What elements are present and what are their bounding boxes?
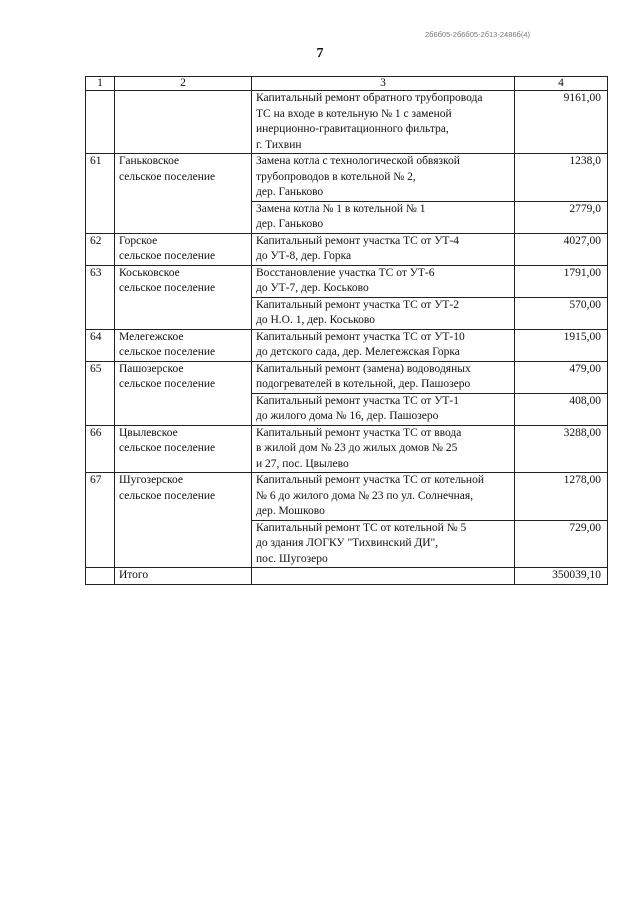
row-number: 64	[86, 329, 115, 361]
total-row	[86, 568, 608, 585]
table-row	[86, 91, 608, 154]
amount-cell: 3288,00	[515, 425, 608, 473]
description-line: Капитальный ремонт участка ТС от УТ-10	[256, 330, 465, 343]
column-header-2: 2	[115, 77, 252, 91]
work-description	[252, 201, 515, 233]
description-line: до УТ-8, дер. Горка	[256, 250, 352, 262]
settlement-line: сельское поселение	[119, 170, 216, 183]
amount-cell: 479,00	[515, 361, 608, 393]
description-line: Капитальный ремонт участка ТС от УТ-4	[256, 234, 459, 247]
settlement-name	[115, 265, 252, 329]
settlement-name	[115, 154, 252, 234]
table-row	[86, 329, 608, 361]
table-row	[86, 473, 608, 521]
description-line: в жилой дом № 23 до жилых домов № 25	[256, 442, 458, 454]
description-line: до детского сада, дер. Мелегежская Горка	[256, 346, 460, 358]
description-line: Капитальный ремонт участка ТС от УТ-1	[256, 394, 459, 407]
work-description	[252, 473, 515, 521]
settlement-name	[115, 473, 252, 568]
total-amount: 350039,10	[515, 568, 608, 585]
document-code: 2б6б05-2б6б05-2б13-2486б(4)	[425, 30, 530, 39]
settlement-name	[115, 425, 252, 473]
amount-cell: 1791,00	[515, 265, 608, 297]
settlement-name	[115, 91, 252, 154]
work-description	[252, 265, 515, 297]
description-line: трубопроводов в котельной № 2,	[256, 170, 416, 183]
page-number: 7	[316, 46, 324, 61]
row-number: 62	[86, 233, 115, 265]
description-line: Замена котла № 1 в котельной № 1	[256, 202, 426, 215]
table-row	[86, 265, 608, 297]
projects-table	[85, 76, 608, 585]
settlement-line: Горское	[119, 234, 158, 247]
settlement-line: Ганьковское	[119, 155, 180, 167]
amount-cell: 2779,0	[515, 201, 608, 233]
work-description	[252, 91, 515, 154]
description-line: Капитальный ремонт участка ТС от котельной	[256, 474, 484, 486]
work-description	[252, 297, 515, 329]
settlement-name	[115, 233, 252, 265]
row-number: 66	[86, 425, 115, 473]
work-description	[252, 425, 515, 473]
work-description	[252, 154, 515, 202]
amount-cell: 4027,00	[515, 233, 608, 265]
description-line: дер. Ганьково	[256, 218, 324, 230]
work-description	[252, 520, 515, 568]
settlement-line: Шугозерское	[119, 474, 184, 486]
amount-cell: 729,00	[515, 520, 608, 568]
table-row	[86, 361, 608, 393]
amount-cell: 1915,00	[515, 329, 608, 361]
description-line: пос. Шугозеро	[256, 552, 328, 565]
description-line: Капитальный ремонт ТС от котельной № 5	[256, 521, 467, 534]
amount-cell: 1278,00	[515, 473, 608, 521]
description-line: Капитальный ремонт участка ТС от ввода	[256, 426, 462, 439]
row-number	[86, 91, 115, 154]
settlement-line: сельское поселение	[119, 250, 216, 262]
total-label: Итого	[115, 568, 252, 585]
description-line: № 6 до жилого дома № 23 по ул. Солнечная,	[256, 489, 474, 502]
row-number: 61	[86, 154, 115, 234]
settlement-line: сельское поселение	[119, 378, 216, 390]
settlement-line: сельское поселение	[119, 442, 216, 454]
settlement-line: сельское поселение	[119, 282, 216, 294]
settlement-line: сельское поселение	[119, 489, 216, 502]
description-line: Капитальный ремонт обратного трубопровода	[256, 92, 483, 104]
description-line: Капитальный ремонт (замена) водоводяных	[256, 362, 471, 375]
table-header-row	[86, 77, 608, 91]
settlement-name	[115, 361, 252, 425]
description-line: и 27, пос. Цвылево	[256, 457, 349, 470]
amount-cell: 1238,0	[515, 154, 608, 202]
work-description	[252, 329, 515, 361]
row-number: 63	[86, 265, 115, 329]
table-row	[86, 154, 608, 202]
description-line: г. Тихвин	[256, 138, 302, 151]
amount-cell: 570,00	[515, 297, 608, 329]
work-description	[252, 361, 515, 393]
description-line: Замена котла с технологической обвязкой	[256, 155, 460, 167]
settlement-line: Пашозерское	[119, 362, 184, 375]
table-row	[86, 425, 608, 473]
description-line: Восстановление участка ТС от УТ-6	[256, 266, 435, 279]
description-line: до Н.О. 1, дер. Коськово	[256, 314, 376, 326]
settlement-line: Мелегежское	[119, 330, 184, 343]
description-line: до жилого дома № 16, дер. Пашозеро	[256, 410, 439, 422]
settlement-line: Коськовское	[119, 266, 180, 279]
amount-cell: 9161,00	[515, 91, 608, 154]
description-line: инерционно-гравитационного фильтра,	[256, 123, 449, 135]
description-line: дер. Ганьково	[256, 186, 324, 198]
description-line: до УТ-7, дер. Коськово	[256, 282, 369, 294]
column-header-3: 3	[252, 77, 515, 91]
description-line: дер. Мошково	[256, 505, 325, 517]
table-row	[86, 233, 608, 265]
settlement-name	[115, 329, 252, 361]
settlement-line: сельское поселение	[119, 346, 216, 358]
work-description	[252, 393, 515, 425]
column-header-1: 1	[86, 77, 115, 91]
description-line: Капитальный ремонт участка ТС от УТ-2	[256, 298, 459, 311]
row-number: 65	[86, 361, 115, 425]
amount-cell: 408,00	[515, 393, 608, 425]
work-description	[252, 233, 515, 265]
total-description-cell	[252, 568, 515, 585]
column-header-4: 4	[515, 77, 608, 91]
description-line: подогревателей в котельной, дер. Пашозеро	[256, 378, 471, 390]
settlement-line: Цвылевское	[119, 426, 178, 439]
description-line: ТС на входе в котельную № 1 с заменой	[256, 107, 452, 120]
description-line: до здания ЛОГКУ "Тихвинский ДИ",	[256, 537, 439, 549]
row-number: 67	[86, 473, 115, 568]
total-number-cell	[86, 568, 115, 585]
